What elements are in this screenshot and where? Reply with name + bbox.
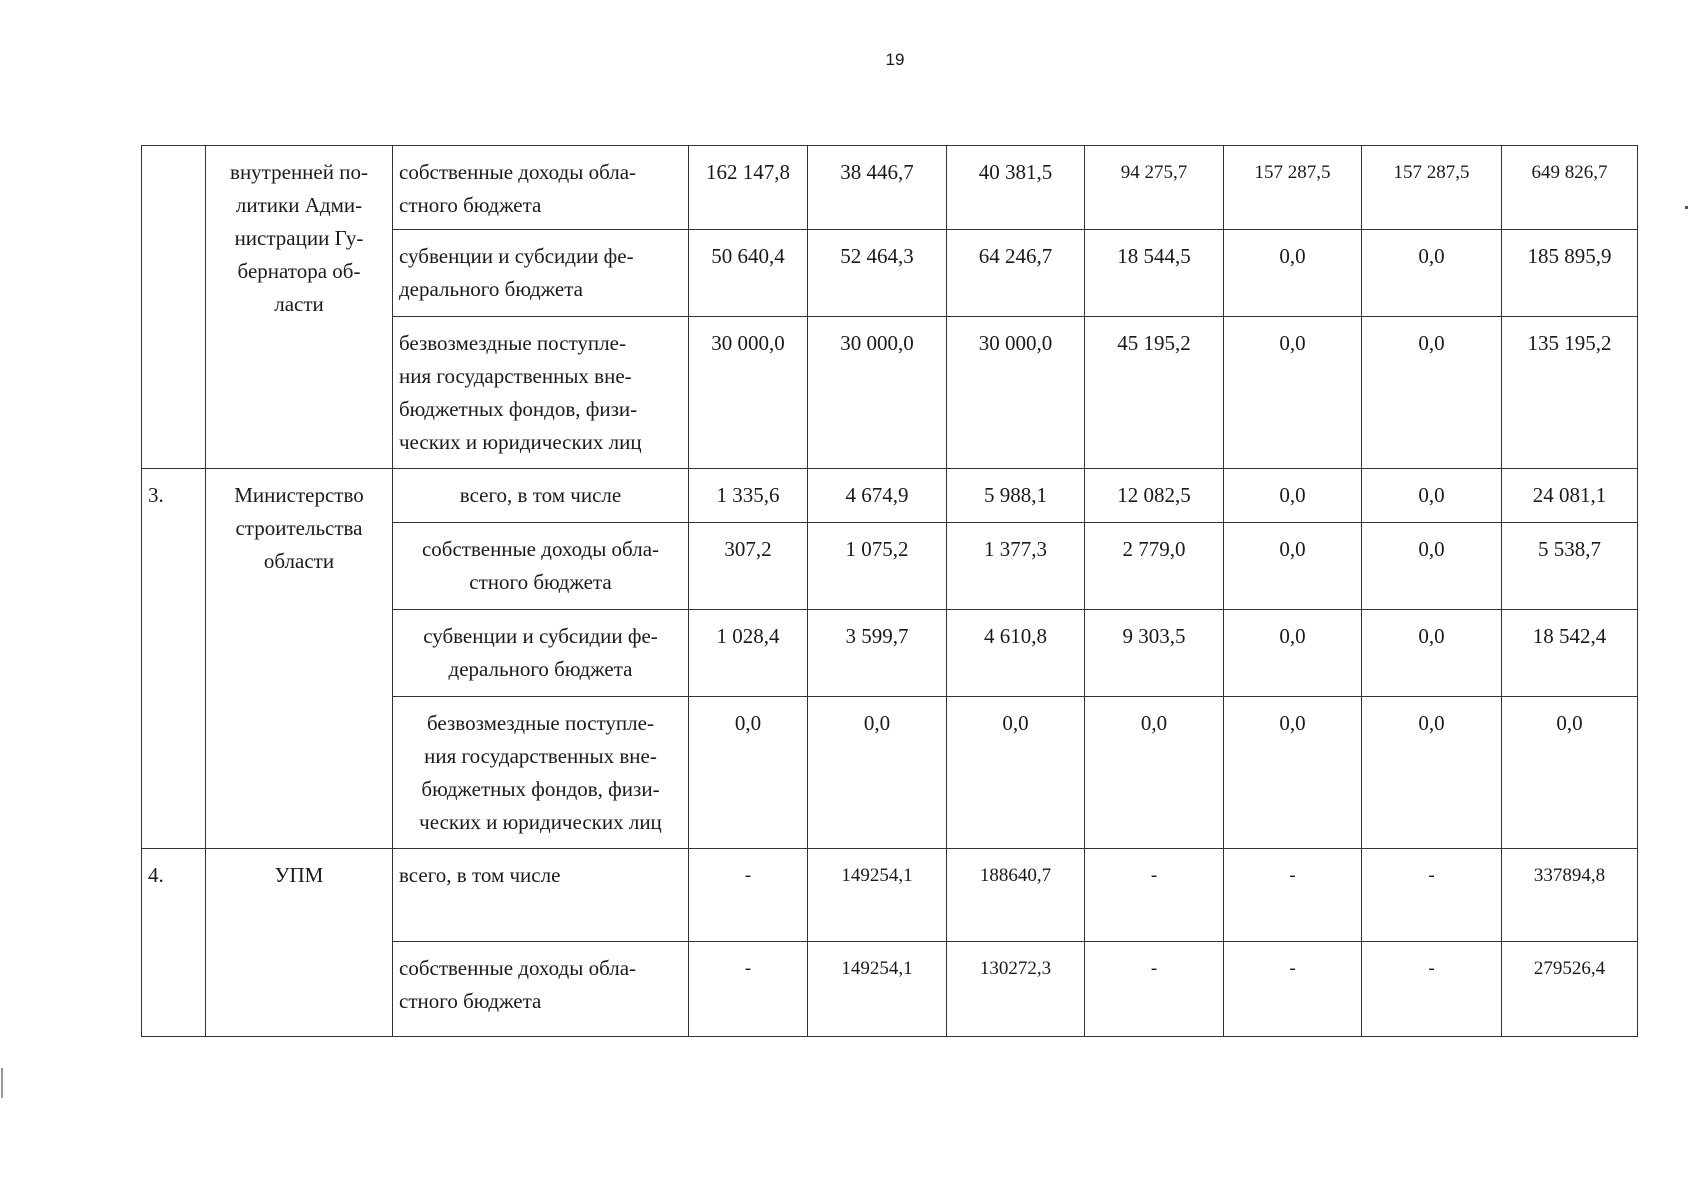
value-cell: 30 000,0 bbox=[808, 317, 947, 469]
value-cell: 52 464,3 bbox=[808, 230, 947, 317]
department-name: Министерство строительства области bbox=[234, 483, 364, 573]
source-cell bbox=[393, 317, 689, 469]
value-cell: 0,0 bbox=[1085, 697, 1224, 849]
value-cell: - bbox=[1362, 942, 1502, 1037]
value-cell: - bbox=[689, 849, 808, 942]
value-cell: 4 610,8 bbox=[947, 610, 1085, 697]
table-row bbox=[142, 469, 1638, 523]
value-cell: 18 542,4 bbox=[1502, 610, 1638, 697]
value-cell: 157 287,5 bbox=[1224, 146, 1362, 230]
budget-table bbox=[141, 145, 1638, 1037]
value-cell: 1 075,2 bbox=[808, 523, 947, 610]
value-cell: 9 303,5 bbox=[1085, 610, 1224, 697]
value-cell: 162 147,8 bbox=[689, 146, 808, 230]
department-name: внутренней по- литики Адми- нистрации Гу- бернатора об- ласти bbox=[230, 160, 368, 316]
value-cell: - bbox=[689, 942, 808, 1037]
value-cell: 0,0 bbox=[1362, 610, 1502, 697]
source-cell bbox=[393, 469, 689, 523]
value-cell: 0,0 bbox=[1362, 230, 1502, 317]
value-cell: 149254,1 bbox=[808, 849, 947, 942]
value-cell: 135 195,2 bbox=[1502, 317, 1638, 469]
value-cell: - bbox=[1085, 849, 1224, 942]
department-name: УПМ bbox=[274, 863, 324, 887]
value-cell: 0,0 bbox=[1224, 469, 1362, 523]
row-number-cell bbox=[142, 146, 206, 469]
value-cell: 0,0 bbox=[947, 697, 1085, 849]
value-cell: - bbox=[1085, 942, 1224, 1037]
value-cell: 64 246,7 bbox=[947, 230, 1085, 317]
value-cell: 0,0 bbox=[1224, 610, 1362, 697]
value-cell: 5 988,1 bbox=[947, 469, 1085, 523]
value-cell: 0,0 bbox=[1224, 523, 1362, 610]
value-cell: 0,0 bbox=[1362, 697, 1502, 849]
value-cell: 1 028,4 bbox=[689, 610, 808, 697]
value-cell: 0,0 bbox=[1362, 469, 1502, 523]
table-row bbox=[142, 146, 1638, 230]
value-cell: 50 640,4 bbox=[689, 230, 808, 317]
value-cell: 279526,4 bbox=[1502, 942, 1638, 1037]
value-cell: 0,0 bbox=[808, 697, 947, 849]
value-cell: 12 082,5 bbox=[1085, 469, 1224, 523]
value-cell: 2 779,0 bbox=[1085, 523, 1224, 610]
source-cell bbox=[393, 697, 689, 849]
source-cell bbox=[393, 942, 689, 1037]
value-cell: 5 538,7 bbox=[1502, 523, 1638, 610]
value-cell: 0,0 bbox=[1362, 317, 1502, 469]
value-cell: 4 674,9 bbox=[808, 469, 947, 523]
value-cell: 0,0 bbox=[1502, 697, 1638, 849]
value-cell: - bbox=[1362, 849, 1502, 942]
value-cell: 0,0 bbox=[1224, 697, 1362, 849]
source-cell bbox=[393, 230, 689, 317]
row-number-cell: 3. bbox=[142, 469, 206, 849]
source-label: субвенции и субсидии фе- дерального бюджета bbox=[399, 244, 634, 301]
value-cell: 94 275,7 bbox=[1085, 146, 1224, 230]
page-number: 19 bbox=[885, 50, 905, 69]
value-cell: 157 287,5 bbox=[1362, 146, 1502, 230]
value-cell: - bbox=[1224, 849, 1362, 942]
value-cell: - bbox=[1224, 942, 1362, 1037]
value-cell: 30 000,0 bbox=[947, 317, 1085, 469]
value-cell: 0,0 bbox=[689, 697, 808, 849]
value-cell: 18 544,5 bbox=[1085, 230, 1224, 317]
value-cell: 188640,7 bbox=[947, 849, 1085, 942]
value-cell: 24 081,1 bbox=[1502, 469, 1638, 523]
value-cell: 38 446,7 bbox=[808, 146, 947, 230]
value-cell: 30 000,0 bbox=[689, 317, 808, 469]
department-cell bbox=[206, 849, 393, 1037]
source-label: собственные доходы обла- стного бюджета bbox=[399, 160, 637, 217]
source-label: собственные доходы обла- стного бюджета bbox=[421, 537, 660, 594]
value-cell: 3 599,7 bbox=[808, 610, 947, 697]
value-cell: 0,0 bbox=[1362, 523, 1502, 610]
source-label: собственные доходы обла- стного бюджета bbox=[399, 956, 637, 1013]
value-cell: 130272,3 bbox=[947, 942, 1085, 1037]
source-label: субвенции и субсидии фе- дерального бюджета bbox=[423, 624, 658, 681]
department-cell bbox=[206, 469, 393, 849]
row-number-cell: 4. bbox=[142, 849, 206, 1037]
source-cell bbox=[393, 610, 689, 697]
value-cell: 1 335,6 bbox=[689, 469, 808, 523]
scan-mark bbox=[1, 1068, 3, 1098]
source-label: всего, в том числе bbox=[459, 483, 622, 507]
source-label: безвозмездные поступле- ния государственных вне- бюджетных фондов, физи- ческих и юридических лиц bbox=[399, 331, 642, 454]
table-row bbox=[142, 849, 1638, 942]
table-body bbox=[142, 146, 1638, 1037]
value-cell: 149254,1 bbox=[808, 942, 947, 1037]
value-cell: 0,0 bbox=[1224, 230, 1362, 317]
value-cell: 185 895,9 bbox=[1502, 230, 1638, 317]
value-cell: 649 826,7 bbox=[1502, 146, 1638, 230]
value-cell: 337894,8 bbox=[1502, 849, 1638, 942]
value-cell: 1 377,3 bbox=[947, 523, 1085, 610]
value-cell: 307,2 bbox=[689, 523, 808, 610]
source-label: всего, в том числе bbox=[399, 863, 561, 887]
value-cell: 40 381,5 bbox=[947, 146, 1085, 230]
source-label: безвозмездные поступле- ния государственных вне- бюджетных фондов, физи- ческих и юридических лиц bbox=[419, 711, 662, 834]
department-cell bbox=[206, 146, 393, 469]
value-cell: 0,0 bbox=[1224, 317, 1362, 469]
source-cell bbox=[393, 523, 689, 610]
value-cell: 45 195,2 bbox=[1085, 317, 1224, 469]
source-cell bbox=[393, 146, 689, 230]
scan-mark bbox=[1685, 206, 1688, 209]
source-cell bbox=[393, 849, 689, 942]
